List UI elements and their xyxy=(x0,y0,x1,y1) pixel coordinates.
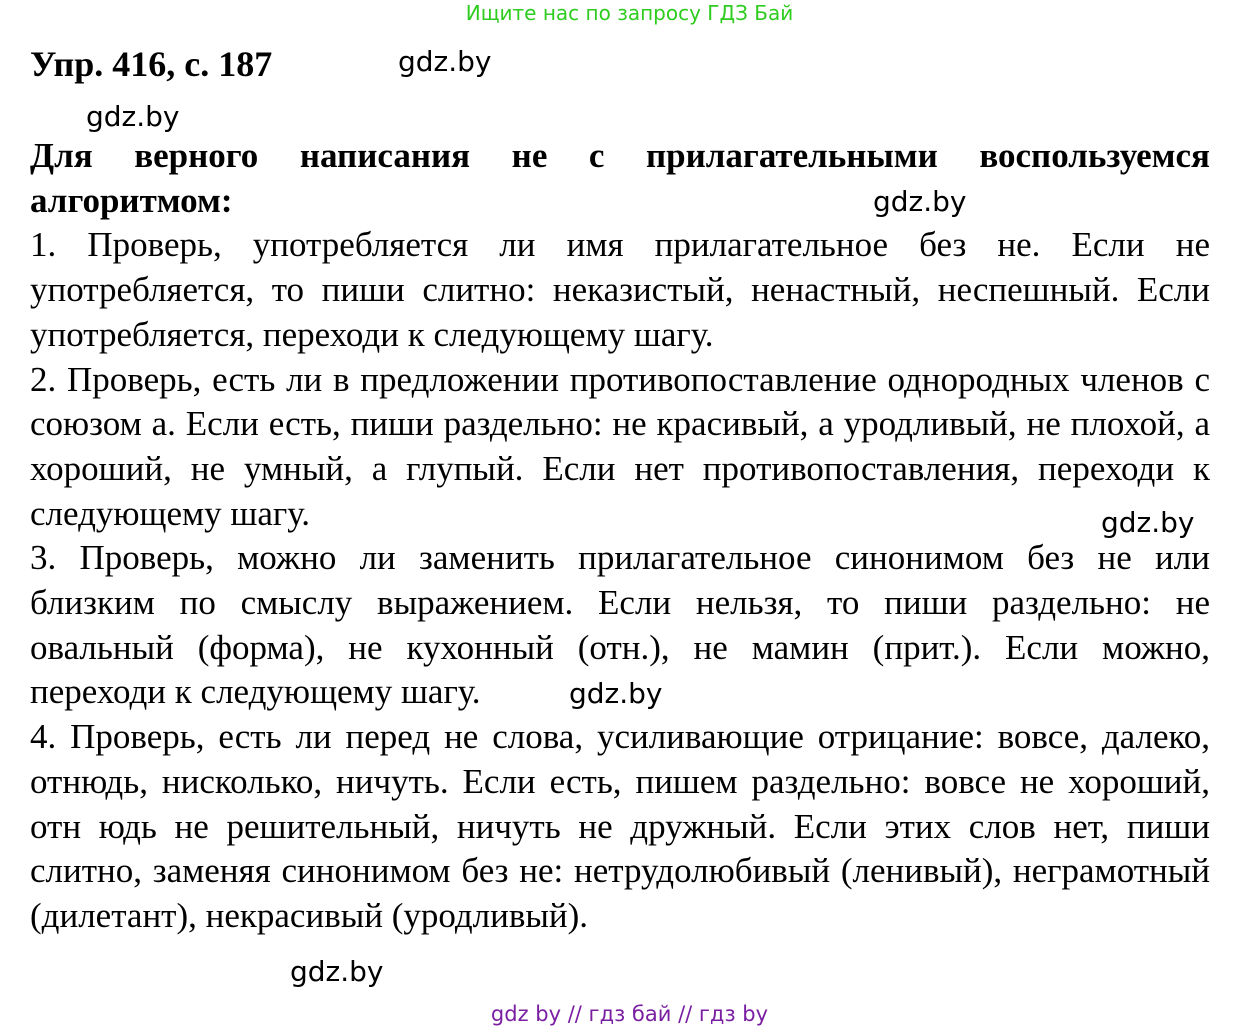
watermark: gdz.by xyxy=(1101,506,1195,539)
page-title: Упр. 416, с. 187 xyxy=(30,44,273,84)
intro-paragraph: Для верного написания не с прилагательными воспользуемся алгоритмом: xyxy=(30,136,1210,220)
watermark: gdz.by xyxy=(86,100,180,133)
watermark: gdz.by xyxy=(398,45,492,78)
step-paragraph: 4. Проверь, есть ли перед не слова, усиливающие отрицание: вовсе, далеко, отнюдь, нисколько, ничуть. Если есть, пишем раздельно: вовсе не хороший, отн юдь не решительный, ничуть не дружный. Если этих слов нет, пиши слитно, заменяя синонимом без не: нетрудолюбивый (ленивый), неграмотный (дилетант), некрасивый (уродливый). xyxy=(30,717,1210,935)
watermark: gdz.by xyxy=(569,677,663,710)
watermark: gdz.by xyxy=(873,185,967,218)
footer-links[interactable]: gdz by // гдз бай // гдз by xyxy=(490,1002,769,1026)
top-banner[interactable]: Ищите нас по запросу ГДЗ Бай xyxy=(465,1,794,25)
step-paragraph: 1. Проверь, употребляется ли имя прилагательное без не. Если не употребляется, то пиши слитно: неказистый, ненастный, неспешный. Если употребляется, переходи к следующему шагу. xyxy=(30,225,1210,354)
step-paragraph: 2. Проверь, есть ли в предложении противопоставление однородных членов с союзом а. Если есть, пиши раздельно: не красивый, а уродливый, не плохой, а хороший, не умный, а глупый. Если нет противопоставления, переходи к следующему шагу. xyxy=(30,359,1210,533)
exercise-body xyxy=(30,134,1210,939)
step-paragraph: 3. Проверь, можно ли заменить прилагательное синонимом без не или близким по смыслу выражением. Если нельзя, то пиши раздельно: не овальный (форма), не кухонный (отн.), не мамин (прит.). Если можно, переходи к следующему шагу. xyxy=(30,538,1210,712)
watermark: gdz.by xyxy=(290,955,384,988)
